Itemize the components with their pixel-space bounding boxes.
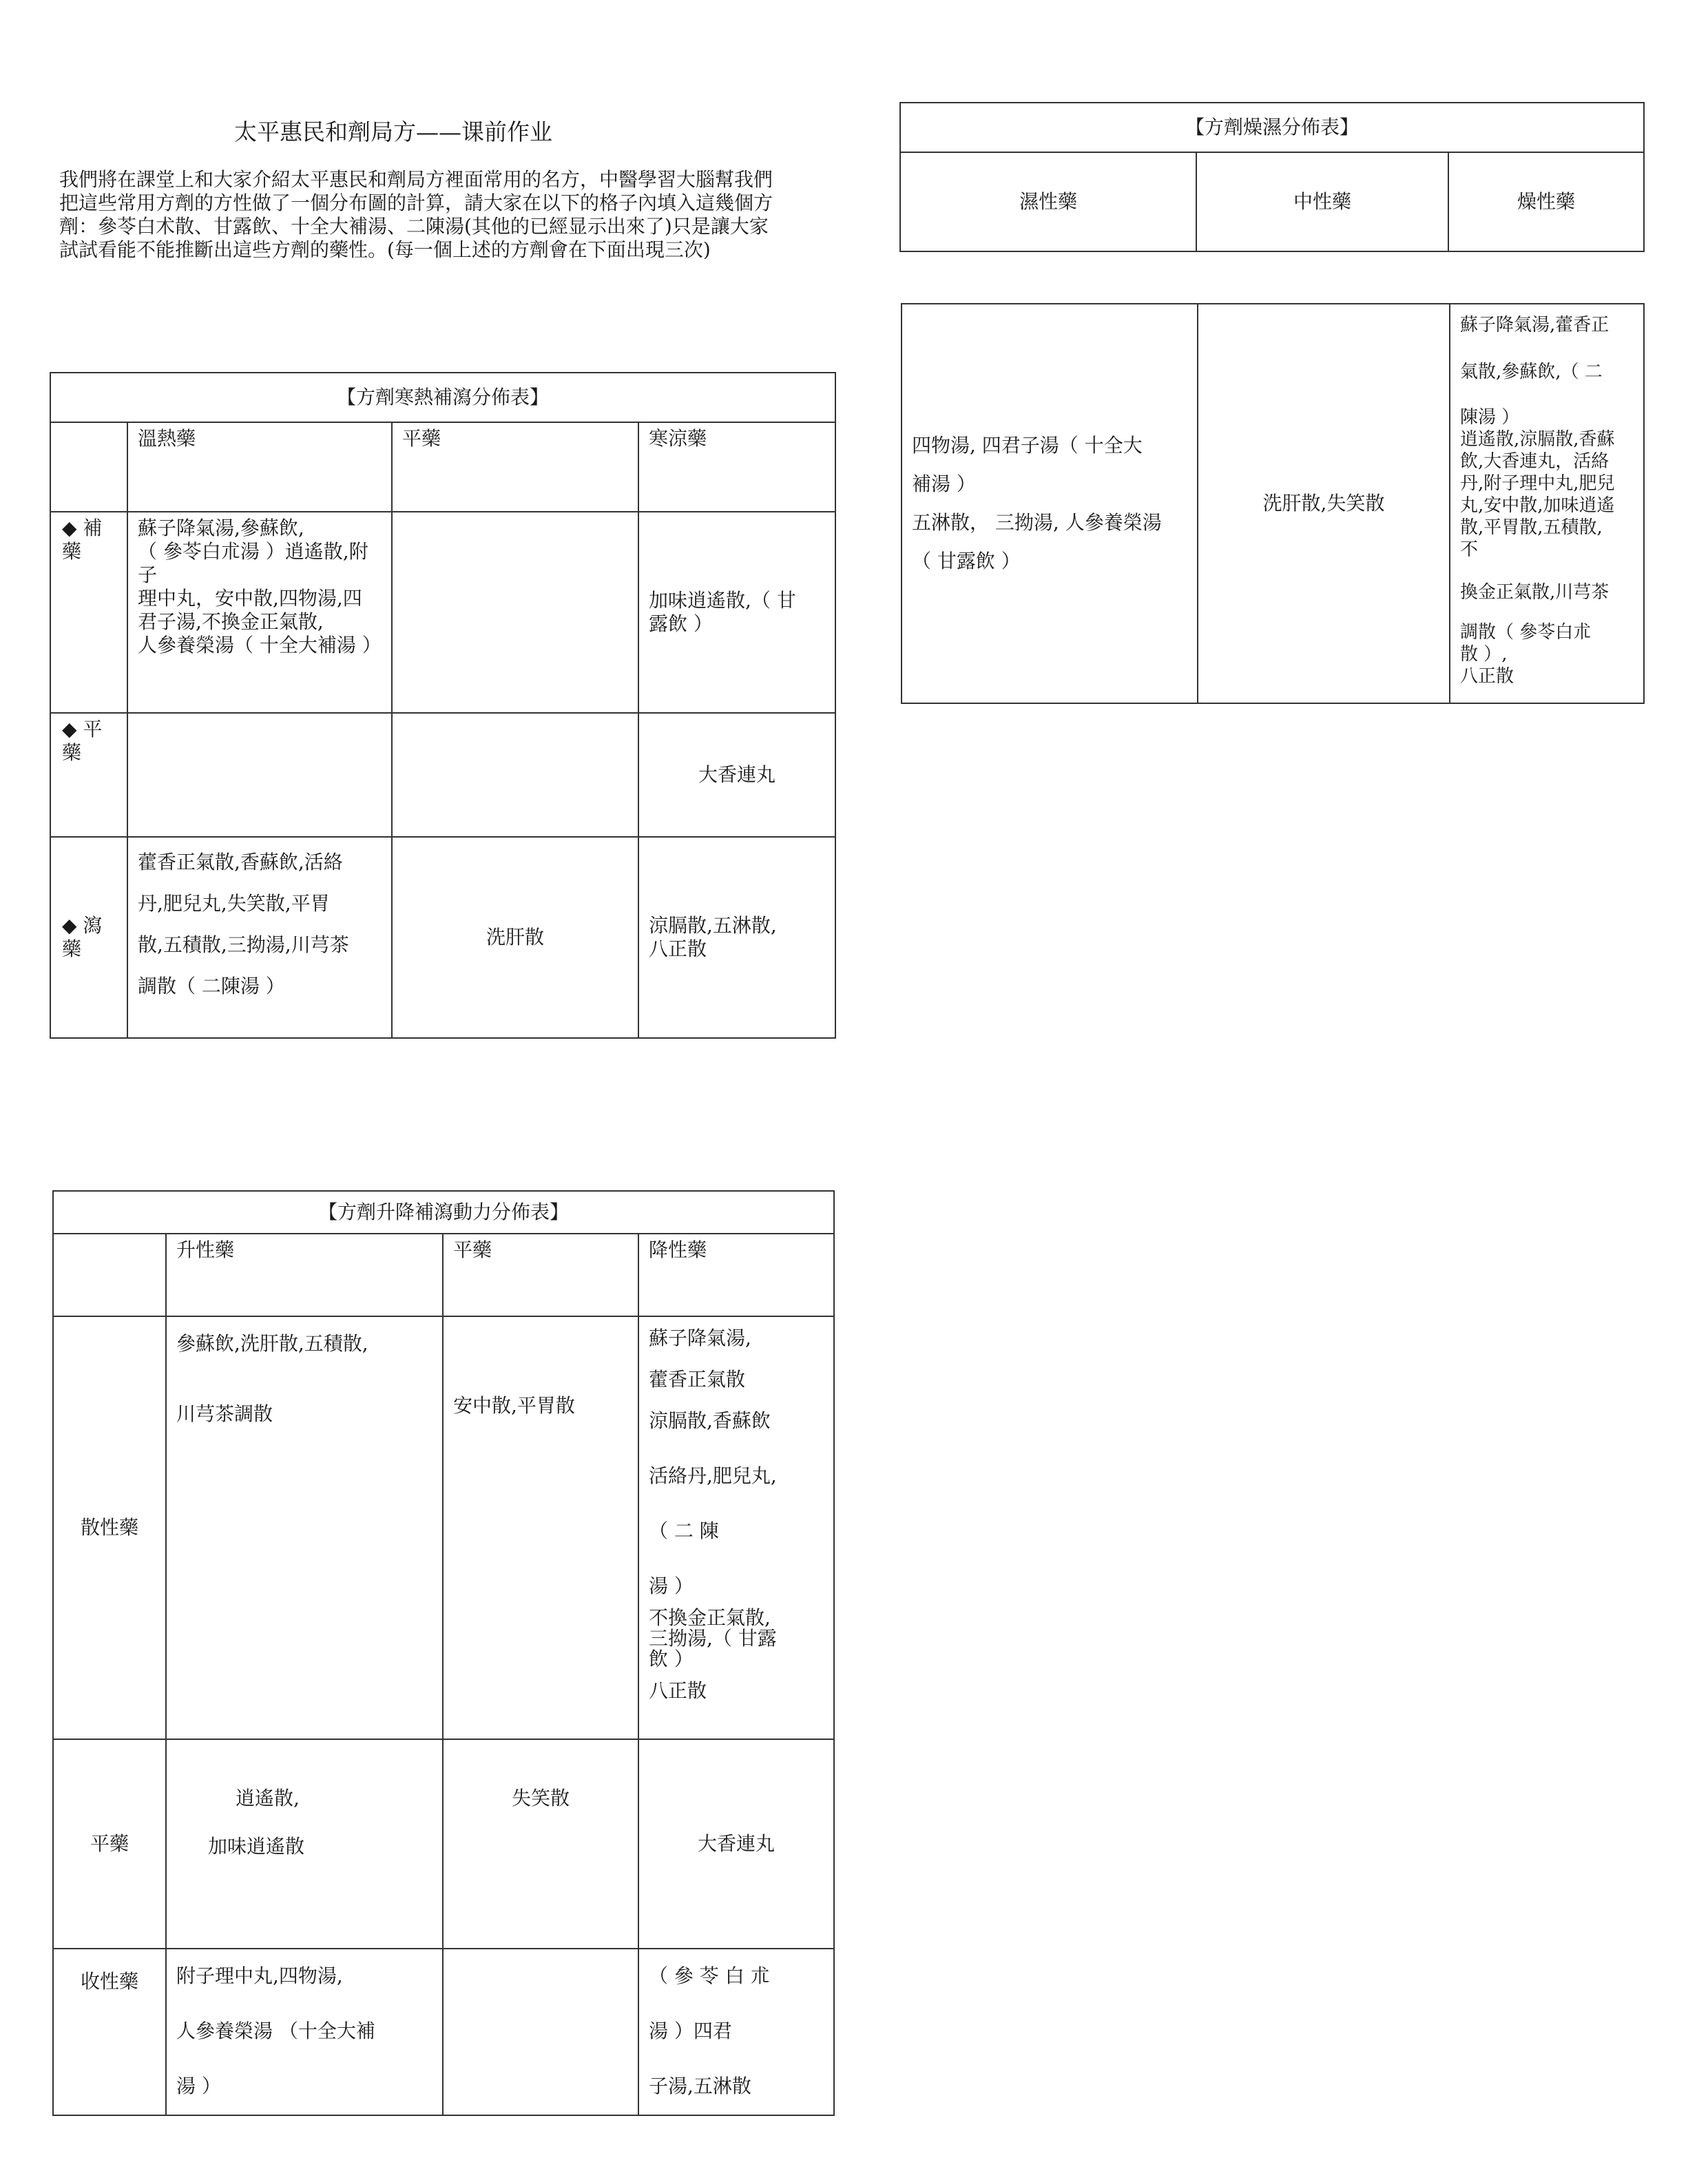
header-cell — [50, 422, 127, 512]
table-cell: 洗肝散 — [392, 837, 638, 1038]
row-label: ◆ 瀉藥 — [50, 837, 127, 1038]
cell-line: 調散（ 二陳湯 ） — [138, 975, 285, 997]
cell-line: 不換金正氣散, — [649, 1606, 771, 1629]
cell-line: 涼膈散,五淋散, — [649, 914, 777, 937]
cell-line: （ 參 苓 白 朮 — [649, 1964, 770, 1987]
table-cell: 安中散,平胃散 — [443, 1316, 638, 1739]
cell-line: 君子湯,不換金正氣散, — [138, 610, 324, 633]
table-cold-hot — [50, 372, 836, 1039]
table-cell — [638, 512, 835, 713]
cell-line: 大香連丸 — [698, 1832, 775, 1855]
cell-line: 四物湯, 四君子湯（ 十全大 — [912, 434, 1143, 457]
row-label: 平藥 — [53, 1739, 166, 1949]
cell-line: 人參養榮湯 （十全大補 — [176, 2020, 375, 2042]
cell-line: 涼膈散,香蘇飲 — [649, 1409, 771, 1432]
header-cell: 溫熱藥 — [127, 422, 392, 512]
cell-line: 湯 ） — [649, 1575, 694, 1597]
cell-line: 三拗湯,（ 甘露 — [649, 1627, 777, 1650]
table-caption: 【方劑寒熱補瀉分佈表】 — [50, 373, 835, 422]
header-cell: 升性藥 — [166, 1234, 443, 1316]
intro-paragraph: 我們將在課堂上和大家介紹太平惠民和劑局方裡面常用的名方，中醫學習大腦幫我們把這些常用方劑的方性做了一個分布圖的計算，請大家在以下的格子內填入這幾個方劑：參苓白术散、甘露飲、十全大補湯、二陳湯(其他的已經显示出來了)只是讓大家試試看能不能推斷出這些方劑的藥性。(每一個上述的方劑會在下面出現三次) — [59, 168, 773, 261]
cell-line: 補湯 ） — [912, 473, 976, 495]
cell-line: 逍遙散, — [236, 1787, 300, 1809]
table-cell — [127, 713, 392, 837]
table-caption: 【方劑燥濕分佈表】 — [900, 103, 1644, 152]
table-cell — [127, 512, 392, 713]
table-cell — [166, 1316, 443, 1739]
table-cell: 大香連丸 — [638, 713, 835, 837]
cell-line: 散,五積散,三拗湯,川芎茶 — [138, 933, 349, 956]
table-cell — [127, 837, 392, 1038]
cell-line: 八正散 — [649, 937, 707, 960]
cell-line: 不 — [1460, 539, 1479, 560]
cell-line: 附子理中丸,四物湯, — [176, 1964, 343, 1987]
table-cell — [638, 1739, 834, 1949]
table-cell — [638, 837, 835, 1038]
cell-line: 八正散 — [649, 1679, 707, 1702]
cell-line: 丹,附子理中丸,肥兒 — [1460, 473, 1615, 494]
cell-line: （ 二 陳 — [649, 1519, 719, 1542]
cell-line: 活絡丹,肥兒丸, — [649, 1464, 777, 1487]
header-cell: 平藥 — [392, 422, 638, 512]
row-label: ◆ 平藥 — [50, 713, 127, 837]
table-dry-damp-body — [901, 303, 1645, 704]
cell-line: （ 甘露飲 ） — [912, 550, 1021, 572]
table-cell — [166, 1949, 443, 2115]
cell-line: 加味逍遙散,（ 甘 — [649, 589, 796, 612]
cell-line: 飲,大香連丸，活絡 — [1460, 451, 1610, 472]
table-cell — [166, 1739, 443, 1949]
cell-line: 理中丸，安中散,四物湯,四 — [138, 587, 362, 610]
header-cell: 寒涼藥 — [638, 422, 835, 512]
cell-line: （ 參苓白朮湯 ）逍遙散,附子 — [138, 540, 368, 586]
cell-line: 蘇子降氣湯,藿香正 — [1460, 315, 1610, 335]
cell-line: 湯 ）四君 — [649, 2020, 732, 2042]
cell-line: 參蘇飲,洗肝散,五積散, — [176, 1332, 368, 1355]
cell-line: 子湯,五淋散 — [649, 2075, 751, 2097]
cell-line: 人參養榮湯（ 十全大補湯 ） — [138, 634, 382, 656]
table-cell — [638, 1316, 834, 1739]
cell-line: 丸,安中散,加味逍遙 — [1460, 495, 1615, 516]
cell-line: 川芎茶調散 — [176, 1402, 273, 1425]
cell-line: 蘇子降氣湯, — [649, 1327, 751, 1349]
header-cell: 中性藥 — [1196, 152, 1448, 251]
cell-line: 五淋散， 三拗湯, 人參養榮湯 — [912, 511, 1162, 534]
table-cell — [638, 1949, 834, 2115]
header-cell — [53, 1234, 166, 1316]
cell-line: 藿香正氣散,香蘇飲,活絡 — [138, 851, 343, 873]
row-label: 收性藥 — [53, 1949, 166, 2115]
cell-line: 丹,肥兒丸,失笑散,平胃 — [138, 892, 330, 915]
cell-line: 散 ）, — [1460, 644, 1508, 665]
cell-line: 換金正氣散,川芎茶 — [1460, 582, 1610, 603]
cell-line: 氣散,參蘇飲,（ 二 — [1460, 362, 1603, 382]
cell-line: 八正散 — [1460, 666, 1514, 687]
cell-line: 蘇子降氣湯,參蘇飲, — [138, 517, 304, 539]
cell-line: 湯 ） — [176, 2075, 221, 2097]
cell-line: 逍遙散,涼膈散,香蘇 — [1460, 429, 1615, 450]
header-cell: 濕性藥 — [900, 152, 1196, 251]
table-dry-damp — [899, 102, 1645, 252]
header-cell: 燥性藥 — [1448, 152, 1644, 251]
row-label: 散性藥 — [53, 1316, 166, 1739]
header-cell: 降性藥 — [638, 1234, 834, 1316]
cell-line: 陳湯 ） — [1460, 407, 1520, 428]
table-cell — [1450, 304, 1644, 703]
row-label: ◆ 補藥 — [50, 512, 127, 713]
cell-line: 藿香正氣散 — [649, 1368, 746, 1391]
table-cell: 洗肝散,失笑散 — [1198, 304, 1450, 703]
table-cell — [902, 304, 1198, 703]
table-cell — [443, 1949, 638, 2115]
page-title: 太平惠民和劑局方——课前作业 — [234, 118, 552, 145]
header-cell: 平藥 — [443, 1234, 638, 1316]
cell-line: 飲 ） — [649, 1648, 694, 1670]
table-caption: 【方劑升降補瀉動力分佈表】 — [53, 1191, 834, 1234]
cell-line: 調散（ 參苓白朮 — [1460, 622, 1592, 643]
cell-line: 露飲 ） — [649, 612, 713, 635]
table-cell — [392, 512, 638, 713]
table-lift-lower — [52, 1190, 835, 2116]
table-cell — [392, 713, 638, 837]
cell-line: 加味逍遙散 — [208, 1835, 305, 1858]
cell-line: 散,平胃散,五積散, — [1460, 517, 1603, 538]
table-cell: 失笑散 — [443, 1739, 638, 1949]
